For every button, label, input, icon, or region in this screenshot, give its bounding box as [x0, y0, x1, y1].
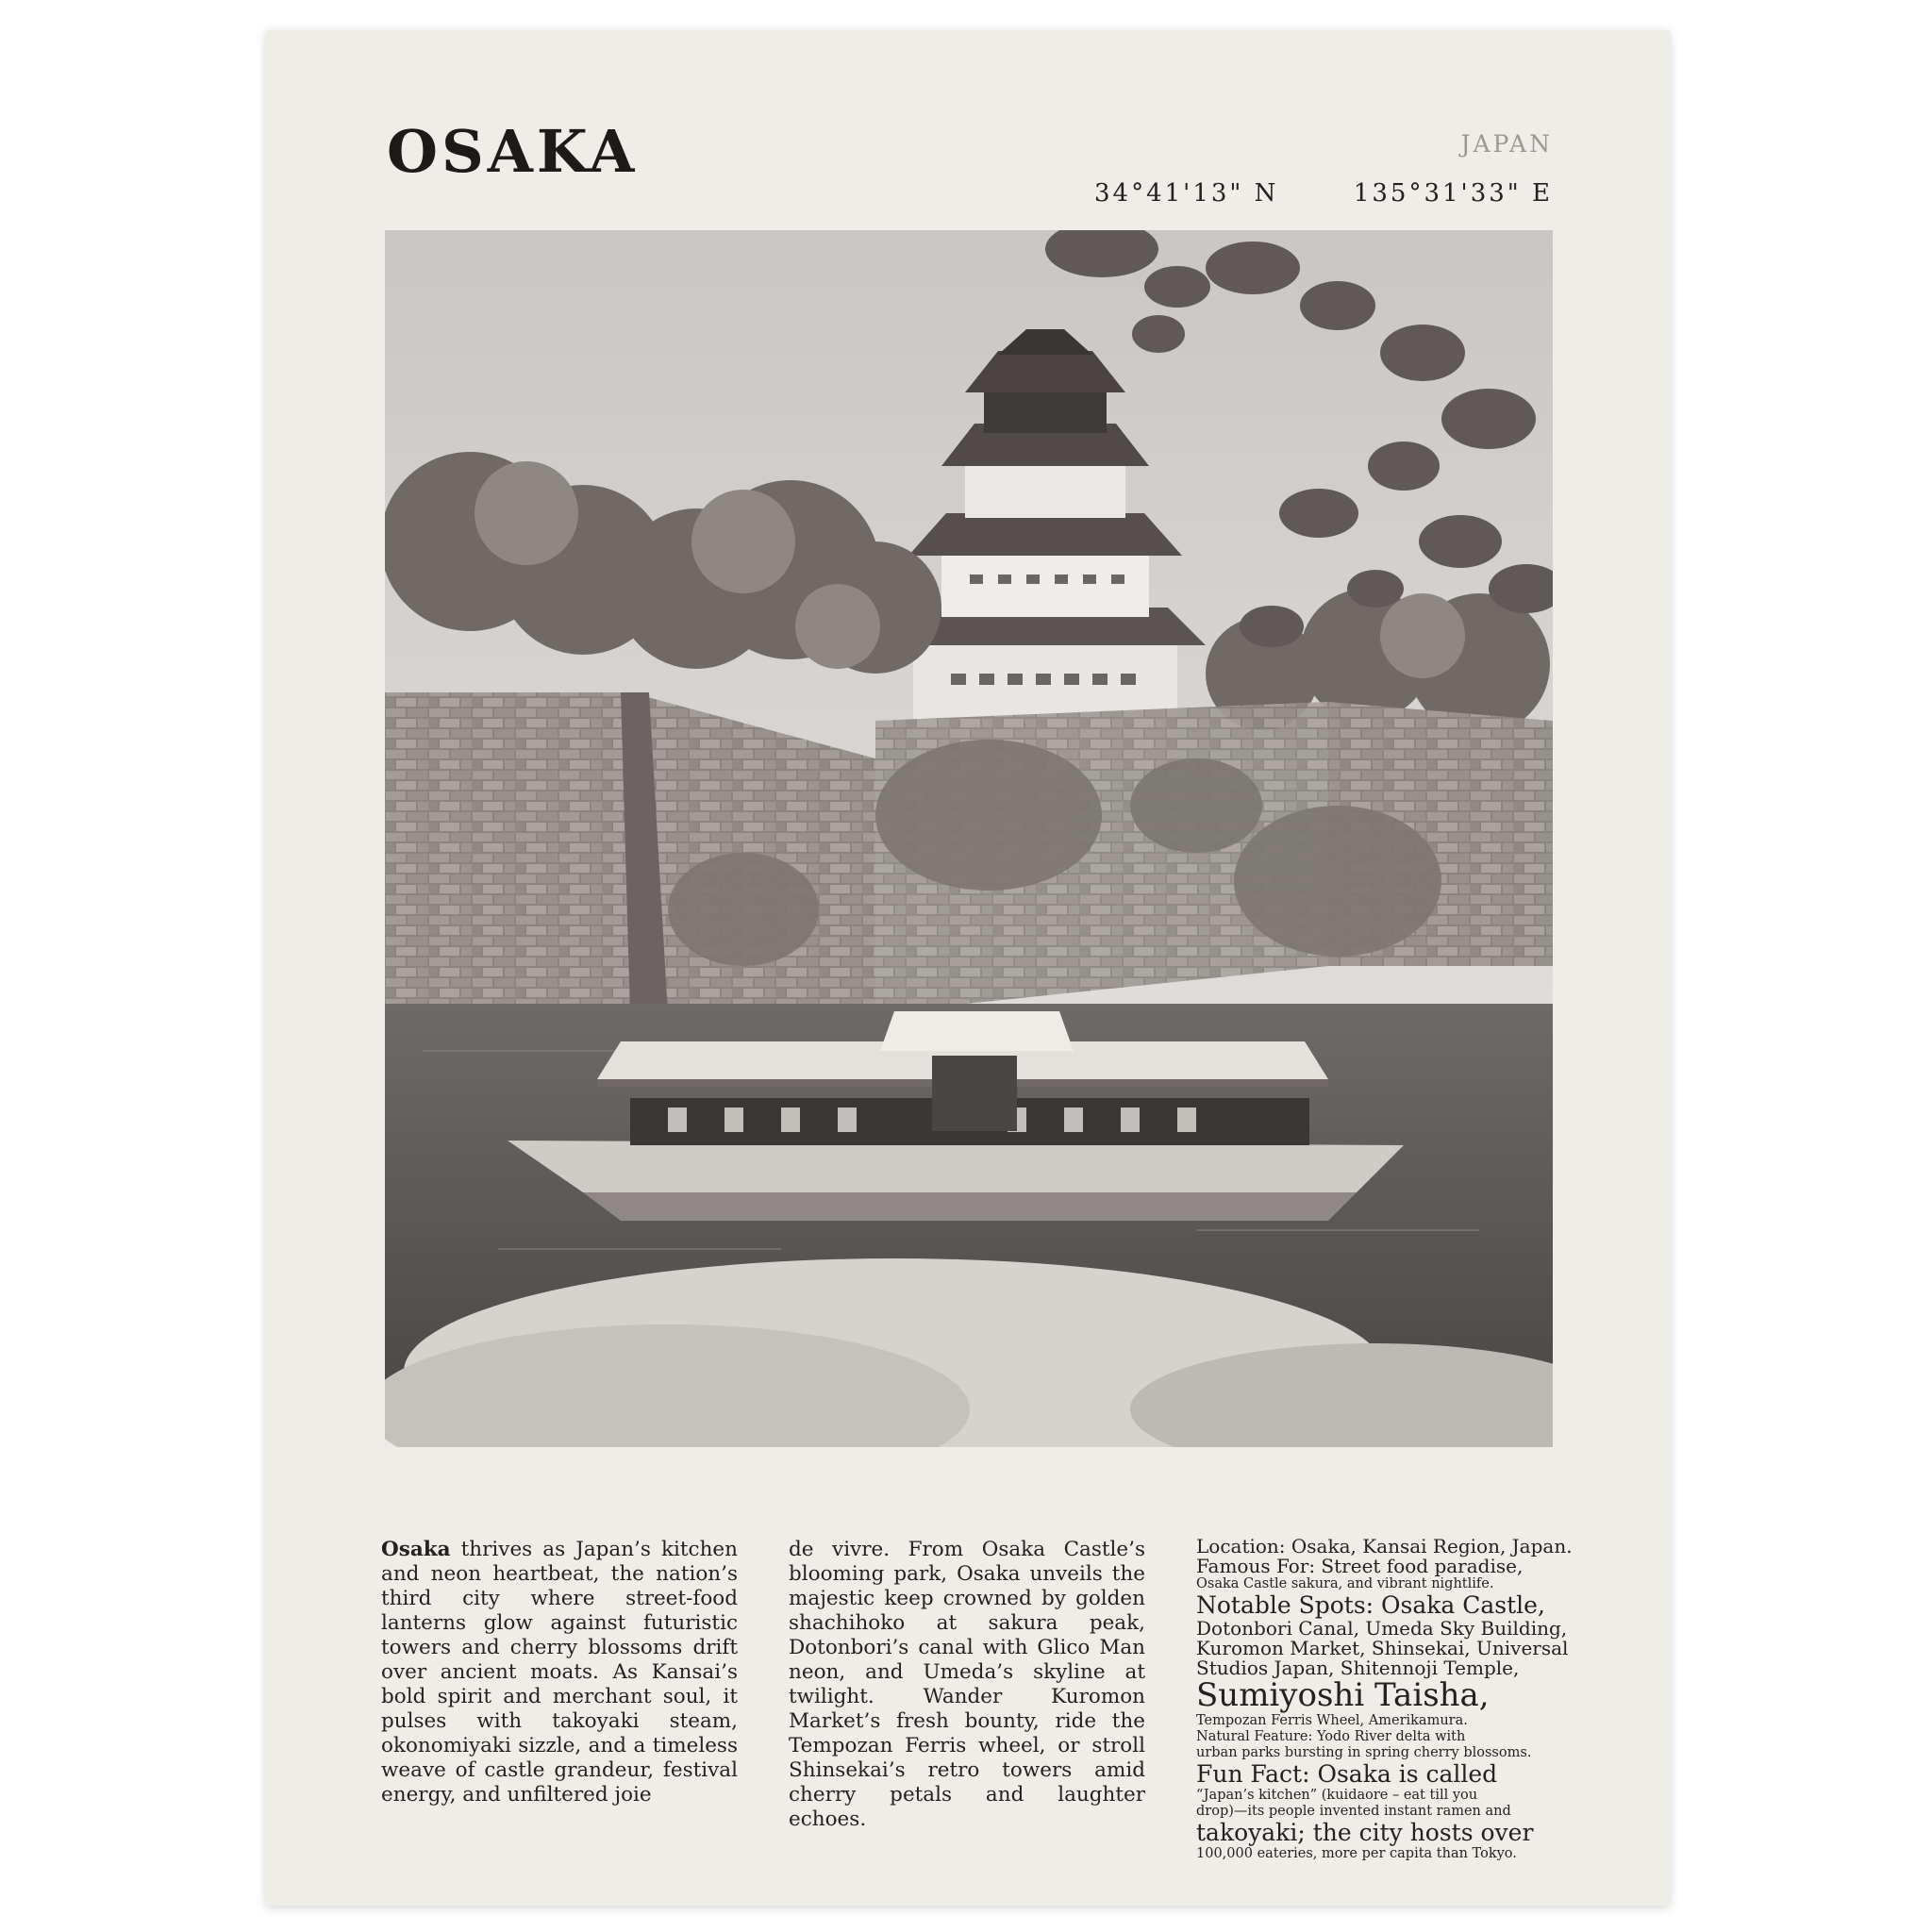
fact-line: Location: Osaka, Kansai Region, Japan.	[1196, 1535, 1573, 1557]
fact-line: Notable Spots: Osaka Castle,	[1196, 1591, 1545, 1619]
latitude-label: 34°41'13" N	[1094, 179, 1279, 208]
fact-line: takoyaki; the city hosts over	[1196, 1819, 1534, 1846]
facts-block	[1196, 1535, 1573, 1862]
osaka-castle-moat-boat-image	[385, 230, 1553, 1447]
fact-line: Sumiyoshi Taisha,	[1196, 1676, 1490, 1714]
tour-boat	[508, 1011, 1404, 1221]
fact-line: drop)—its people invented instant ramen and	[1196, 1804, 1511, 1819]
description-lead: Osaka	[381, 1538, 451, 1561]
fact-line: “Japan’s kitchen” (kuidaore – eat till you	[1196, 1788, 1478, 1803]
fact-line: Dotonbori Canal, Umeda Sky Building,	[1196, 1617, 1568, 1640]
description-column-2	[789, 1538, 1145, 1832]
fact-line: urban parks bursting in spring cherry blossoms.	[1196, 1745, 1532, 1760]
fact-line: 100,000 eateries, more per capita than Tokyo.	[1196, 1846, 1517, 1861]
fact-line: Studios Japan, Shitennoji Temple,	[1196, 1657, 1520, 1679]
country-label: JAPAN	[1460, 130, 1553, 158]
city-title: OSAKA	[387, 117, 639, 186]
fact-line: Osaka Castle sakura, and vibrant nightlife.	[1196, 1576, 1494, 1591]
poster	[266, 30, 1670, 1906]
longitude-label: 135°31'33" E	[1353, 179, 1553, 208]
description-text-2: de vivre. From Osaka Castle’s blooming park, Osaka unveils the majestic keep crowned by golden shachihoko at sakura peak, Dotonbori’s canal with Glico Man neon, and Umeda’s skyline at twilight. Wander Kuromon Market’s fresh bounty, ride the Tempozan Ferris wheel, or stroll Shinsekai’s retro towers amid cherry petals and laughter echoes.	[789, 1538, 1145, 1831]
fact-line: Kuromon Market, Shinsekai, Universal	[1196, 1637, 1569, 1659]
description-column-1	[381, 1538, 738, 1807]
fact-line: Natural Feature: Yodo River delta with	[1196, 1729, 1466, 1744]
castle-photo	[385, 230, 1553, 1447]
fact-line: Fun Fact: Osaka is called	[1196, 1760, 1498, 1788]
description-text-1: thrives as Japan’s kitchen and neon heartbeat, the nation’s third city where street-food lanterns glow against futuristic towers and cherry blossoms drift over ancient moats. As Kansai’s bold spirit and merchant soul, it pulses with takoyaki steam, okonomiyaki sizzle, and a timeless weave of castle grandeur, festival energy, and unfiltered joie	[381, 1538, 738, 1807]
fact-line: Tempozan Ferris Wheel, Amerikamura.	[1196, 1713, 1468, 1728]
fact-line: Famous For: Street food paradise,	[1196, 1555, 1524, 1577]
